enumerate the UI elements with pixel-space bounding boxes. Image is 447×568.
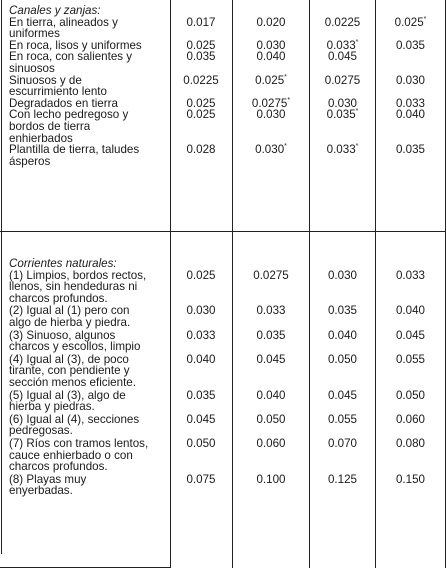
row-description: [9, 17, 169, 40]
row-description: [9, 438, 169, 473]
coefficient-value: 0.025: [186, 268, 216, 282]
coefficient-value: 0.035: [186, 388, 216, 402]
description-line: tirante, con pendiente y: [9, 364, 130, 378]
coefficient-value: 0.080: [395, 437, 425, 450]
row-description: [9, 330, 169, 353]
description-line: (2) Igual al (1) pero con: [9, 304, 130, 318]
coefficient-value: 0.045: [256, 352, 286, 366]
coefficient-value: 0.030: [256, 108, 286, 122]
row-description: [9, 51, 169, 74]
coefficient-value: 0.035: [327, 304, 357, 318]
coefficient-value: 0.035: [186, 50, 216, 64]
coefficient-value: 0.033: [395, 268, 425, 282]
coefficient-value: 0.125: [327, 472, 357, 486]
description-line: (5) Igual al (3), algo de: [9, 388, 126, 402]
description-line: (6) Igual al (4), secciones: [9, 412, 140, 426]
coefficient-value: 0.040: [256, 50, 286, 64]
coefficient-value: 0.075: [186, 472, 216, 486]
coefficient-value: 0.025: [186, 108, 216, 122]
coefficient-value: 0.045: [186, 412, 216, 426]
coefficient-value: 0.055: [395, 352, 425, 366]
coefficient-value: 0.050: [256, 412, 286, 426]
description-line: Sinuosos y de: [9, 73, 82, 87]
description-line: bordos de tierra: [9, 119, 91, 133]
table-border-left: [1, 0, 2, 554]
coefficient-value: 0.060: [395, 412, 425, 426]
description-line: (7) Ríos con tramos lentos,: [9, 437, 149, 450]
description-line: (1) Limpios, bordos rectos,: [9, 268, 147, 282]
coefficient-value: 0.035*: [326, 108, 359, 122]
coefficient-value: 0.040: [327, 328, 357, 342]
coefficient-value: 0.100: [256, 472, 286, 486]
coefficient-value: 0.050: [186, 437, 216, 450]
coefficient-value: 0.017: [186, 15, 216, 29]
coefficient-value: 0.045: [327, 388, 357, 402]
description-line: llenos, sin hendeduras ni: [9, 280, 138, 294]
row-description: [9, 75, 169, 98]
description-line: Con lecho pedregoso y: [9, 108, 129, 122]
coefficient-value: 0.033*: [326, 143, 359, 157]
coefficient-value: 0.0275: [324, 73, 361, 87]
coefficient-value: 0.0275: [253, 268, 289, 282]
row-description: [9, 109, 169, 144]
coefficient-value: 0.020: [256, 15, 286, 29]
coefficient-value: 0.025: [186, 96, 216, 110]
coefficient-value: 0.030*: [255, 143, 287, 157]
coefficient-value: 0.050: [395, 388, 425, 402]
row-description: [9, 354, 169, 389]
table-border-right: [445, 0, 446, 568]
coefficient-value: 0.030: [327, 268, 357, 282]
coefficient-value: 0.030: [256, 38, 286, 52]
coefficient-value: 0.060: [256, 437, 286, 450]
description-line: algo de hierba y piedra.: [9, 315, 131, 329]
description-line: (4) Igual al (3), de poco: [9, 352, 129, 366]
coefficient-value: 0.035: [395, 38, 425, 52]
coefficient-value: 0.035: [256, 328, 286, 342]
coefficient-value: 0.150: [395, 472, 425, 486]
coefficient-value: 0.040: [256, 388, 286, 402]
coefficient-value: 0.033*: [326, 38, 359, 52]
coefficient-value: 0.040: [186, 352, 216, 366]
row-description: [9, 414, 169, 437]
description-line: uniformes: [9, 27, 60, 41]
description-line: pedregosas.: [9, 424, 73, 438]
coefficient-value: 0.050: [327, 352, 357, 366]
description-line: charcos profundos.: [9, 291, 108, 305]
description-line: En roca, con salientes y: [9, 50, 133, 64]
description-line: sección menos eficiente.: [9, 375, 136, 389]
coefficient-value: 0.035: [395, 143, 425, 157]
coefficient-value: 0.040: [395, 108, 425, 122]
coefficient-value: 0.025*: [394, 15, 427, 29]
coefficient-value: 0.025: [186, 38, 216, 52]
description-line: ásperos: [9, 154, 51, 168]
description-line: sinuosos: [9, 61, 55, 75]
description-line: En roca, lisos y uniformes: [9, 38, 142, 52]
description-line: cauce enhierbado o con: [9, 448, 133, 462]
coefficient-value: 0.045: [327, 50, 357, 64]
description-line: escurrimiento lento: [9, 85, 107, 99]
section-title: Corrientes naturales:: [9, 257, 117, 270]
description-line: En tierra, alineados y: [9, 15, 118, 29]
description-line: charcos profundos.: [9, 460, 108, 474]
description-line: (3) Sinuoso, algunos: [9, 328, 116, 342]
description-line: enyerbadas.: [9, 484, 73, 498]
description-line: charcos y escollos, limpio: [9, 340, 141, 354]
description-line: enhierbados: [9, 131, 73, 145]
coefficient-value: 0.0225: [183, 73, 219, 87]
section-title: Canales y zanjas:: [9, 4, 101, 17]
coefficient-value: 0.0225: [324, 15, 361, 29]
coefficient-value: 0.0275*: [251, 96, 291, 110]
coefficient-value: 0.033: [186, 328, 216, 342]
coefficient-value: 0.025*: [255, 73, 287, 87]
coefficient-value: 0.030: [395, 73, 425, 87]
description-line: (8) Playas muy: [9, 472, 87, 486]
description-line: hierba y piedras.: [9, 400, 95, 414]
row-description: [9, 305, 169, 328]
section-divider: [0, 231, 446, 232]
coefficient-value: 0.033: [256, 304, 286, 318]
row-description: [9, 390, 169, 413]
coefficient-value: 0.033: [395, 96, 425, 110]
row-description: [9, 144, 169, 167]
coefficient-value: 0.040: [395, 304, 425, 318]
coefficient-value: 0.045: [395, 328, 425, 342]
row-description: [9, 474, 169, 497]
coefficient-value: 0.070: [327, 437, 357, 450]
coefficient-value: 0.028: [186, 143, 216, 157]
description-line: Degradados en tierra: [9, 96, 118, 110]
description-line: Plantilla de tierra, taludes: [9, 143, 140, 157]
coefficient-value: 0.030: [327, 96, 357, 110]
coefficient-value: 0.055: [327, 412, 357, 426]
coefficient-value: 0.030: [186, 304, 216, 318]
row-description: [9, 270, 169, 305]
